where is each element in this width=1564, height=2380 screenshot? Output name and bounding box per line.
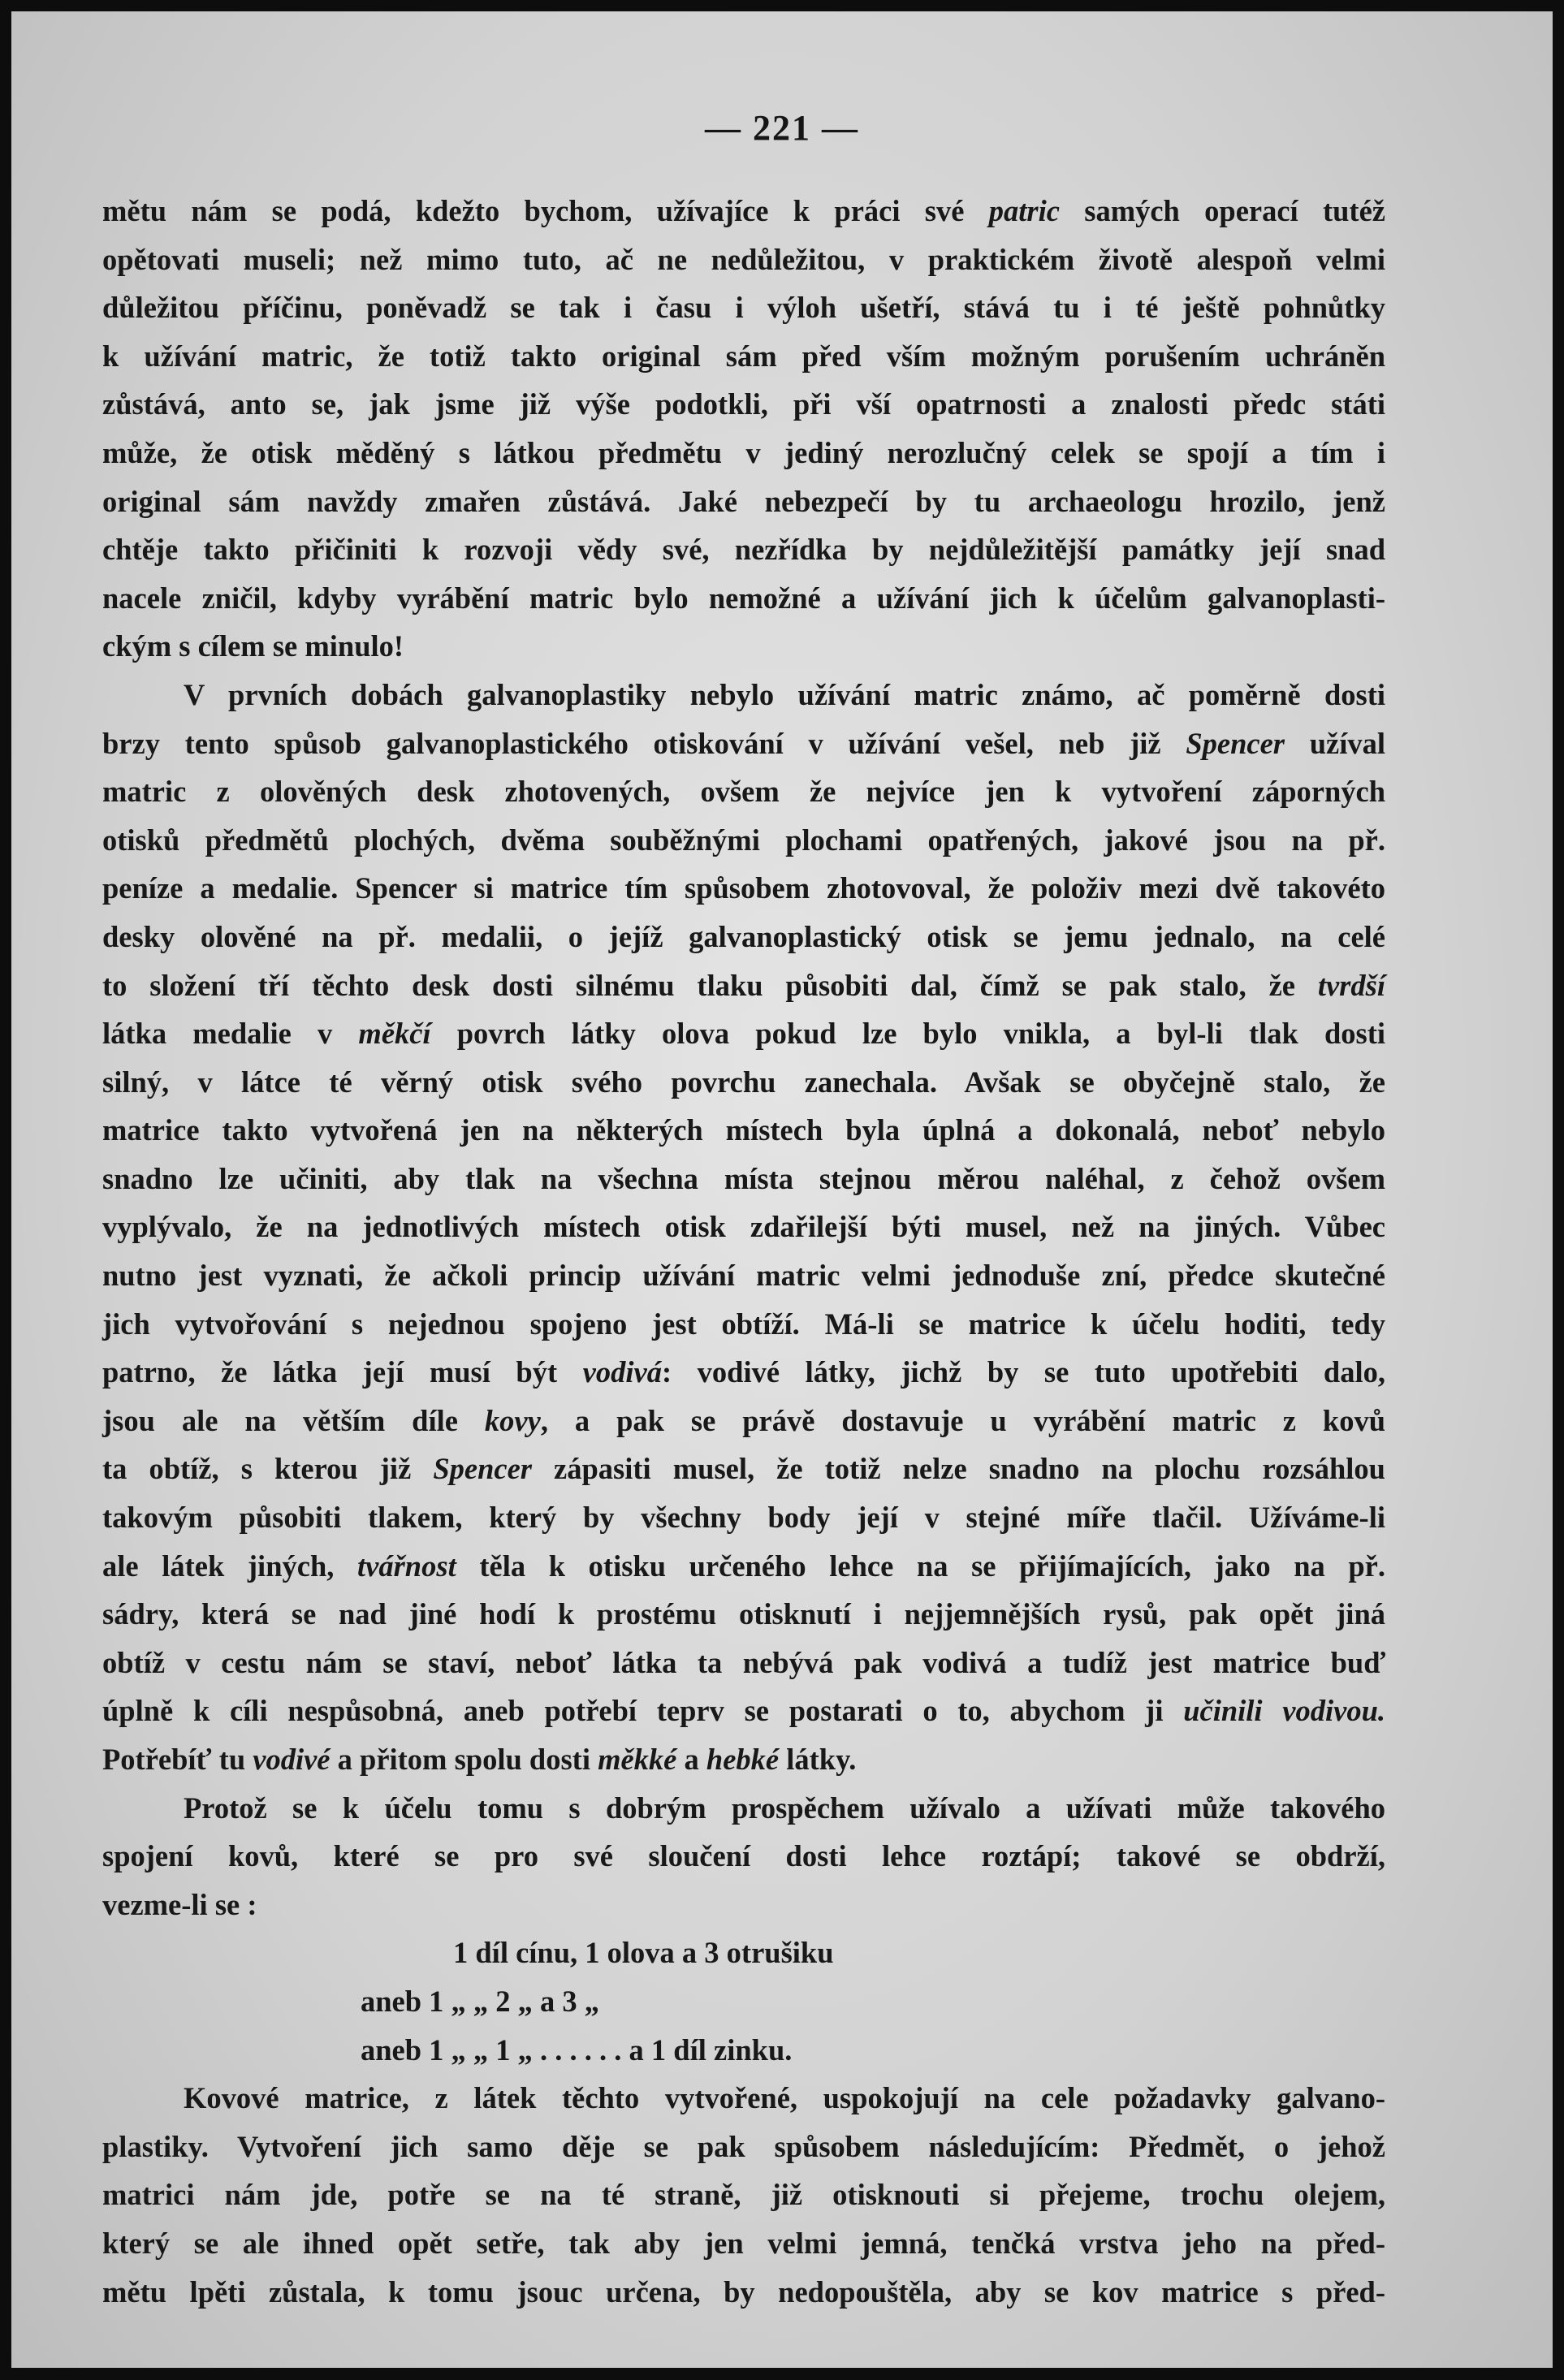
text-line	[102, 235, 1385, 284]
text-run: jich vytvořování s nejednou spojeno jest obtíží. Má-li se matrice k účelu hoditi, tedy	[102, 1307, 1385, 1341]
text-run: peníze a medalie. Spencer si matrice tím spůsobem zhotovoval, že položiv mezi dvě takovéto	[102, 871, 1385, 905]
text-run: Kovové matrice, z látek těchto vytvořené, uspokojují na cele požadavky galvano-	[184, 2081, 1385, 2115]
text-line	[102, 1542, 1385, 1591]
text-line	[102, 1687, 1385, 1735]
text-run: vyplývalo, že na jednotlivých místech otisk zdařilejší býti musel, než na jiných. Vůbec	[102, 1210, 1385, 1244]
text-line	[102, 2268, 1385, 2317]
text-run: a	[676, 1743, 706, 1776]
text-line	[102, 1203, 1385, 1251]
text-run: brzy tento spůsob galvanoplastického otiskování v užívání vešel, neb již	[102, 726, 1186, 760]
text-line	[102, 1155, 1385, 1203]
text-run: mětu nám se podá, kdežto bychom, užívajíce k práci své	[102, 194, 989, 227]
italic-run: Spencer	[1186, 726, 1285, 760]
page-number: — 221 —	[705, 108, 859, 148]
text-run: obtíž v cestu nám se staví, neboť látka ta nebývá pak vodivá a tudíž jest matrice buď	[102, 1645, 1385, 1679]
text-run: ckým s cílem se minulo!	[102, 629, 404, 663]
text-run: ale látek jiných,	[102, 1549, 358, 1583]
text-run: úplně k cíli nespůsobná, aneb potřebí teprv se postarati o to, abychom ji	[102, 1694, 1184, 1728]
text-line	[102, 332, 1385, 381]
text-run: k užívání matric, že totiž takto original sám před vším možným porušením uchráněn	[102, 339, 1385, 373]
text-line	[102, 380, 1385, 429]
text-line	[102, 574, 1385, 623]
text-line	[102, 1639, 1385, 1687]
text-run: Potřebíť tu	[102, 1743, 253, 1776]
formula-line	[102, 2026, 1385, 2075]
text-run: matrici nám jde, potře se na té straně, již otisknouti si přejeme, trochu olejem,	[102, 2178, 1385, 2212]
text-run: , a pak se právě dostavuje u vyrábění matric z kovů	[540, 1403, 1386, 1437]
italic-run: hebké	[706, 1743, 780, 1776]
text-line	[102, 1445, 1385, 1493]
text-run: 1 díl cínu, 1 olova a 3 otrušiku	[453, 1936, 834, 1970]
italic-run: měkčí	[358, 1017, 431, 1051]
text-run: vezme-li se :	[102, 1887, 257, 1921]
text-run: nacele zničil, kdyby vyrábění matric bylo nemožné a užívání jich k účelům galvanoplasti-	[102, 581, 1385, 615]
text-run: zápasiti musel, že totiž nelze snadno na plochu rozsáhlou	[531, 1452, 1385, 1486]
text-run: zůstává, anto se, jak jsme již výše podotkli, při vší opatrnosti a znalosti předc státi	[102, 387, 1385, 421]
italic-run: vodivé	[253, 1743, 331, 1776]
text-line	[102, 2123, 1385, 2171]
text-run: otisků předmětů plochých, dvěma souběžnými plochami opatřených, jakové jsou na př.	[102, 823, 1385, 857]
text-run: aneb 1 „ „ 2 „ a 3 „	[361, 1984, 600, 2018]
text-line	[102, 1881, 1385, 1929]
text-line	[102, 2171, 1385, 2219]
text-line	[102, 671, 1385, 719]
text-line	[102, 767, 1385, 816]
text-line	[102, 1058, 1385, 1107]
body-text	[102, 187, 1385, 2316]
text-run: desky olověné na př. medalii, o jejíž galvanoplastický otisk se jemu jednalo, na celé	[102, 919, 1385, 953]
text-run: V prvních dobách galvanoplastiky nebylo užívání matric známo, ač poměrně dosti	[184, 677, 1385, 711]
text-run: matrice takto vytvořená jen na některých místech byla úplná a dokonalá, neboť nebylo	[102, 1113, 1385, 1147]
text-run: těla k otisku určeného lehce na se přijímajících, jako na př.	[456, 1549, 1386, 1583]
italic-run: Spencer	[433, 1452, 532, 1486]
text-run: takovým působiti tlakem, který by všechny body její v stejné míře tlačil. Užíváme-li	[102, 1501, 1385, 1535]
text-line	[102, 719, 1385, 768]
italic-run: kovy	[484, 1403, 541, 1437]
italic-run: tvrdší	[1317, 968, 1385, 1002]
italic-run: učinili vodivou.	[1183, 1694, 1385, 1728]
text-run: samých operací tutéž	[1059, 194, 1385, 227]
italic-run: patric	[988, 194, 1060, 227]
text-run: original sám navždy zmařen zůstává. Jaké nebezpečí by tu archaeologu hrozilo, jenž	[102, 484, 1385, 518]
text-line	[102, 1397, 1385, 1445]
text-run: a přitom spolu dosti	[330, 1743, 598, 1776]
book-page	[11, 11, 1553, 2368]
text-run: to složení tří těchto desk dosti silnému tlaku působiti dal, čímž se pak stalo, že	[102, 968, 1318, 1002]
formula-line	[102, 1977, 1385, 2026]
text-line	[102, 1348, 1385, 1397]
text-run: ta obtíž, s kterou již	[102, 1452, 434, 1486]
text-run: silný, v látce té věrný otisk svého povrchu zanechala. Avšak se obyčejně stalo, že	[102, 1065, 1385, 1099]
text-run: látky.	[779, 1743, 857, 1776]
italic-run: tvářnost	[357, 1549, 456, 1583]
text-line	[102, 1735, 1385, 1784]
text-line	[102, 816, 1385, 865]
text-run: opětovati museli; než mimo tuto, ač ne nedůležitou, v praktickém životě alespoň velmi	[102, 242, 1385, 276]
text-line	[102, 429, 1385, 477]
text-line	[102, 864, 1385, 913]
text-line	[102, 1493, 1385, 1542]
text-line	[102, 2219, 1385, 2268]
text-run: plastiky. Vytvoření jich samo děje se pak spůsobem následujícím: Předmět, o jehož	[102, 2129, 1385, 2163]
italic-run: vodivá	[582, 1355, 662, 1389]
text-run: jsou ale na větším díle	[102, 1403, 485, 1437]
text-run: snadno lze učiniti, aby tlak na všechna místa stejnou měrou naléhal, z čehož ovšem	[102, 1161, 1385, 1195]
text-run: nutno jest vyznati, že ačkoli princip užívání matric velmi jednoduše zní, předce skutečné	[102, 1259, 1385, 1293]
text-run: povrch látky olova pokud lze bylo vnikla, a byl-li tlak dosti	[430, 1017, 1385, 1051]
text-run: může, že otisk měděný s látkou předmětu v jediný nerozlučný celek se spojí a tím i	[102, 435, 1385, 469]
text-line	[102, 283, 1385, 332]
text-run: : vodivé látky, jichž by se tuto upotřebiti dalo,	[661, 1355, 1385, 1389]
text-run: patrno, že látka její musí být	[102, 1355, 583, 1389]
text-run: chtěje takto přičiniti k rozvoji vědy své, nezřídka by nejdůležitější památky její snad	[102, 533, 1385, 567]
text-run: Protož se k účelu tomu s dobrým prospěchem užívalo a užívati může takového	[184, 1790, 1385, 1825]
formula-line	[102, 1929, 1385, 1977]
text-line	[102, 2074, 1385, 2123]
text-line	[102, 913, 1385, 961]
text-run: matric z olověných desk zhotovených, ovšem že nejvíce jen k vytvoření záporných	[102, 775, 1385, 809]
text-run: aneb 1 „ „ 1 „ . . . . . . a 1 díl zinku.	[361, 2032, 793, 2067]
text-line	[102, 1832, 1385, 1881]
text-line	[102, 961, 1385, 1010]
italic-run: měkké	[598, 1743, 677, 1776]
text-line	[102, 1590, 1385, 1639]
text-run: spojení kovů, které se pro své sloučení dosti lehce roztápí; takové se obdrží,	[102, 1839, 1385, 1873]
text-line	[102, 477, 1385, 526]
text-run: který se ale ihned opět setře, tak aby jen velmi jemná, tenčká vrstva jeho na před-	[102, 2226, 1385, 2260]
text-line	[102, 1784, 1385, 1833]
text-line	[102, 525, 1385, 574]
text-run: sádry, která se nad jiné hodí k prostému otisknutí i nejjemnějších rysů, pak opět jiná	[102, 1597, 1385, 1631]
text-line	[102, 1106, 1385, 1155]
text-line	[102, 1009, 1385, 1058]
text-line	[102, 1251, 1385, 1300]
text-line	[102, 1300, 1385, 1349]
text-run: užíval	[1285, 726, 1385, 760]
text-run: důležitou příčinu, poněvadž se tak i času i výloh ušetří, stává tu i té ještě pohnůtky	[102, 291, 1385, 325]
text-run: látka medalie v	[102, 1017, 359, 1051]
text-run: mětu lpěti zůstala, k tomu jsouc určena, by nedopouštěla, aby se kov matrice s před-	[102, 2274, 1385, 2309]
formula-line	[102, 187, 1385, 235]
text-line	[102, 622, 1385, 671]
